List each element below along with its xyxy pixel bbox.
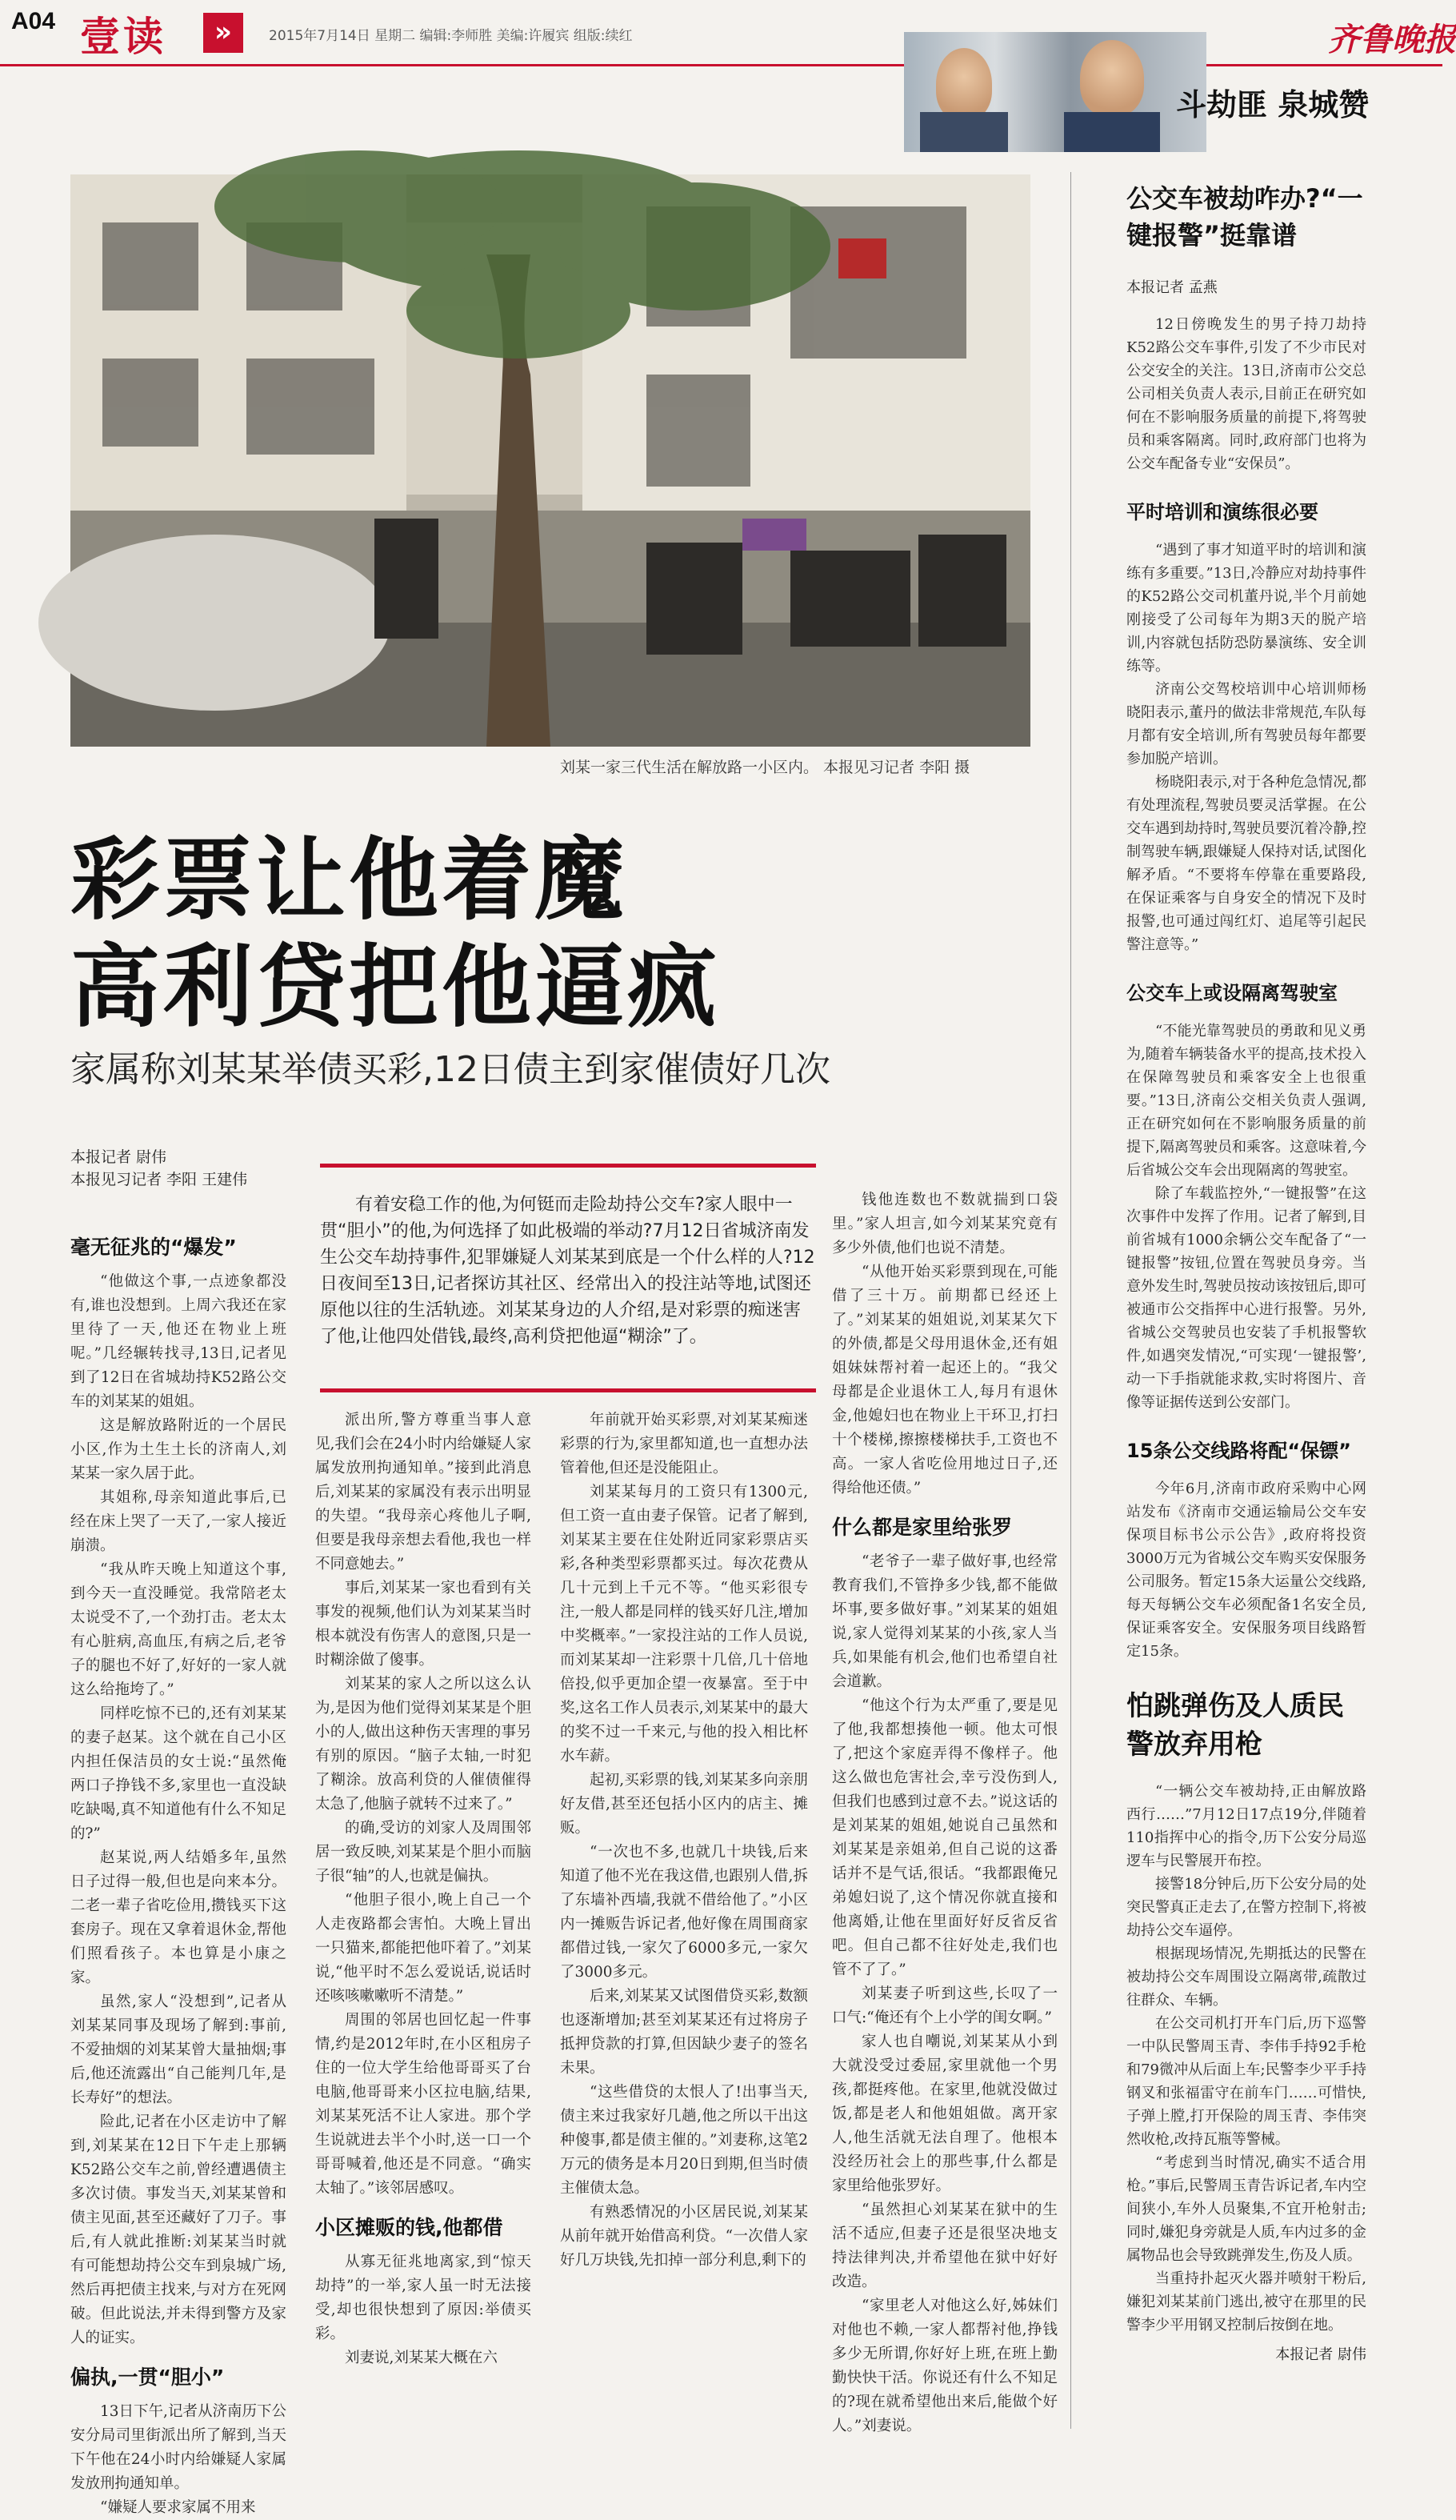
paragraph: 13日下午,记者从济南历下公安分局司里街派出所了解到,当天下午他在24小时内给嫌疑人家属发放刑拘通知单。	[70, 2403, 286, 2492]
headline-line-1: 彩票让他着魔	[70, 828, 627, 932]
paragraph: 虽然,家人“没想到”,记者从刘某某同事及现场了解到:事前,不爱抽烟的刘某某曾大量抽烟;事后,他还流露出“自己能判几年,是长寿好”的想法。	[70, 1993, 286, 2106]
paragraph: 杨晓阳表示,对于各种危急情况,都有处理流程,驾驶员要灵活掌握。在公交车遇到劫持时,驾驶员要沉着冷静,控制驾驶车辆,跟嫌疑人保持对话,试图化解矛盾。“不要将车停靠在重要路段,在保证乘客与自身安全的情况下及时报警,也可通过闯红灯、追尾等引起民警注意等。”	[1126, 774, 1366, 953]
paragraph: 起初,买彩票的钱,刘某某多向亲朋好友借,甚至还包括小区内的店主、摊贩。	[560, 1772, 808, 1837]
paragraph: “一辆公交车被劫持,正由解放路西行……”7月12日17点19分,伴随着110指挥中心的指令,历下公安分局巡逻车与民警展开布控。	[1126, 1783, 1366, 1869]
paragraph: 刘某某每月的工资只有1300元,但工资一直由妻子保管。记者了解到,刘某某主要在住处附近同家彩票店买彩,各种类型彩票都买过。每次花费从几十元到上千元不等。“他买彩很专注,一般人都是同样的钱买好几注,增加中奖概率。”一家投注站的工作人员说,而刘某某却一注彩票十几倍,几十倍地倍投,似乎更加企望一夜暴富。至于中奖,这名工作人员表示,刘某某中的最大的奖不过一千来元,与他的投入相比杯水车薪。	[560, 1484, 808, 1765]
photo-caption: 刘某一家三代生活在解放路一小区内。 本报见习记者 李阳 摄	[560, 759, 970, 776]
paragraph: “一次也不多,也就几十块钱,后来知道了他不光在我这借,也跟别人借,拆了东墙补西墙,我就不借给他了。”小区内一摊贩告诉记者,他好像在周围商家都借过钱,一家欠了6000多元,一家欠了3000多元。	[560, 1844, 808, 1981]
paragraph: 从寡无征兆地离家,到“惊天劫持”的一举,家人虽一时无法接受,却也很快想到了原因:举债买彩。	[315, 2254, 531, 2342]
paragraph: 赵某说,两人结婚多年,虽然日子过得一般,但也是向来本分。二老一辈子省吃俭用,攒钱买下这套房子。现在又拿着退休金,帮他们照看孩子。本也算是小康之家。	[70, 1849, 286, 1986]
article-column-4	[832, 1188, 1058, 2434]
paragraph: 同样吃惊不已的,还有刘某某的妻子赵某。这个就在自己小区内担任保洁员的女士说:“虽然俺两口子挣钱不多,家里也一直没缺吃缺喝,真不知道他有什么不知足的?”	[70, 1705, 286, 1842]
paragraph: 当重持扑起灭火器并喷射干粉后,嫌犯刘某某前门逃出,被守在那里的民警李少平用钢叉控制后按倒在地。	[1126, 2270, 1366, 2334]
paragraph: 刘某某的家人之所以这么认为,是因为他们觉得刘某某是个胆小的人,做出这种伤天害理的事另有别的原因。“脑子太轴,一时犯了糊涂。放高利贷的人催债催得太急了,他脑子就转不过来了。”	[315, 1676, 531, 1813]
article-column-3	[560, 1408, 808, 2421]
paragraph: “他做这个事,一点迹象都没有,谁也没想到。上周六我还在家里待了一天,他还在物业上班呢。”几经辗转找寻,13日,记者见到了12日在省城劫持K52路公交车的刘某某的姐姐。	[70, 1273, 286, 1410]
headline-line-2: 高利贷把他逼疯	[70, 935, 720, 1040]
main-photo	[70, 174, 1030, 747]
section-heading: 平时培训和演练很必要	[1126, 501, 1318, 523]
paragraph: 12日傍晚发生的男子持刀劫持K52路公交车事件,引发了不少市民对公交安全的关注。13日,济南市公交总公司相关负责人表示,目前正在研究如何在不影响服务质量的前提下,将驾驶员和乘客隔离。同时,政府部门也将为公交车配备专业“安保员”。	[1126, 316, 1366, 472]
banner-title: 斗劫匪 泉城赞	[1176, 87, 1370, 122]
paragraph: “我从昨天晚上知道这个事,到今天一直没睡觉。我常陪老太太说受不了,一个劲打击。老太太有心脏病,高血压,有病之后,老爷子的腿也不好了,好好的一家人就这么给拖垮了。”	[70, 1561, 286, 1698]
paragraph: 事后,刘某某一家也看到有关事发的视频,他们认为刘某某当时根本就没有伤害人的意图,只是一时糊涂做了傻事。	[315, 1580, 531, 1669]
header-rule	[0, 64, 1442, 66]
byline-reporter: 本报记者 尉伟	[70, 1148, 167, 1166]
paragraph: “从他开始买彩票到现在,可能借了三十万。前期都已经还上了。”刘某某的姐姐说,刘某某欠下的外债,都是父母用退休金,还有姐姐妹妹帮衬着一起还上的。“我父母都是企业退休工人,每月有退休金,他媳妇也在物业上干环卫,打扫十个楼梯,擦擦楼梯扶手,工资也不高。一家人省吃俭用地过日子,还得给他还债。”	[832, 1264, 1058, 1496]
page-number: A04	[11, 8, 56, 34]
section-heading: 15条公交线路将配“保镖”	[1126, 1440, 1351, 1462]
paragraph: “他胆子很小,晚上自己一个人走夜路都会害怕。大晚上冒出一只猫来,都能把他吓着了。”刘某说,“他平时不怎么爱说话,说话时还咳咳嗽嗽听不清楚。”	[315, 1892, 531, 2005]
side-footer-byline: 本报记者 尉伟	[1275, 2346, 1366, 2363]
paragraph: 钱他连数也不数就揣到口袋里。”家人坦言,如今刘某某究竟有多少外债,他们也说不清楚。	[832, 1192, 1058, 1256]
paragraph: “遇到了事才知道平时的培训和演练有多重要。”13日,冷静应对劫持事件的K52路公交司机董丹说,半个月前她刚接受了公司每年为期3天的脱产培训,内容就包括防恐防暴演练、安全训练等。	[1126, 542, 1366, 675]
edition-meta: 2015年7月14日 星期二 编辑:李师胜 美编:许履宾 组版:续红	[269, 28, 633, 44]
section-heading: 什么都是家里给张罗	[832, 1516, 1013, 1539]
section-heading: 偏执,一贯“胆小”	[70, 2366, 225, 2389]
paragraph: “家里老人对他这么好,姊妹们对他也不赖,一家人都帮衬他,挣钱多少无所谓,你好好上班,在班上勤勤快快干活。你说还有什么不知足的?现在就希望他出来后,能做个好人。”刘妻说。	[832, 2298, 1058, 2434]
paragraph: 的确,受访的刘家人及周围邻居一致反映,刘某某是个胆小而脑子很“轴”的人,也就是偏执。	[315, 1820, 531, 1885]
paragraph: “嫌疑人要求家属不用来	[100, 2499, 256, 2516]
driver-portrait	[936, 48, 992, 120]
section-heading: 毫无征兆的“爆发”	[70, 1236, 237, 1259]
driver-uniform	[920, 112, 1008, 152]
officer-uniform	[1064, 112, 1160, 152]
paragraph: 在公交司机打开车门后,历下巡警一中队民警周玉青、李伟手持92手枪和79微冲从后面上车;民警李少平手持钢叉和张福雷守在前车门……可惜快,子弹上膛,打开保险的周玉青、李伟突然收枪,改持瓦瓶等警械。	[1126, 2015, 1366, 2148]
section-title: 壹读	[80, 14, 166, 60]
paragraph: “考虑到当时情况,确实不适合用枪。”事后,民警周玉青告诉记者,车内空间狭小,车外人员聚集,不宜开枪射击;同时,嫌犯身旁就是人质,车内过多的金属物品也会导致跳弹发生,伤及人质。	[1126, 2154, 1366, 2264]
paragraph: “他这个行为太严重了,要是见了他,我都想揍他一顿。他太可恨了,把这个家庭弄得不像样子。他这么做也危害社会,幸亏没伤到人,但我们也感到过意不去。”说这话的是刘某某的姐姐,她说自己虽然和刘某某是亲姐弟,但自己说的这番话并不是气话,很话。“我都跟俺兄弟媳妇说了,这个情况你就直接和他离婚,让他在里面好好反省反省吧。但自己都不往好处走,我们也管不了了。”	[832, 1697, 1058, 1978]
article-column-2	[315, 1408, 531, 2421]
paragraph: 其姐称,母亲知道此事后,已经在床上哭了一天了,一家人接近崩溃。	[70, 1489, 286, 1554]
paragraph: 根据现场情况,先期抵达的民警在被劫持公交车周围设立隔离带,疏散过往群众、车辆。	[1126, 1945, 1366, 2009]
paragraph: 险此,记者在小区走访中了解到,刘某某在12日下午走上那辆K52路公交车之前,曾经遭遇债主多次讨债。事发当天,刘某某曾和债主见面,甚至还藏好了刀子。事后,有人就此推断:刘某某当时就有可能想劫持公交车到泉城广场,然后再把债主找来,与对方在死网破。但此说法,并未得到警方及家人的证实。	[70, 2113, 286, 2346]
paragraph: 周围的邻居也回忆起一件事情,约是2012年时,在小区租房子住的一位大学生给他哥哥买了台电脑,他哥哥来小区拉电脑,结果,刘某某死活不让人家进。那个学生说就进去半个小时,送一口一个哥哥喊着,他还是不同意。“确实太轴了。”该邻居感叹。	[315, 2012, 531, 2197]
officer-portrait	[1080, 40, 1144, 116]
paragraph: 后来,刘某某又试图借贷买彩,数额也逐渐增加;甚至刘某某还有过将房子抵押贷款的打算,但因缺少妻子的签名未果。	[560, 1988, 808, 2077]
side-article	[1126, 180, 1366, 2421]
paragraph: 济南公交驾校培训中心培训师杨晓阳表示,董丹的做法非常规范,车队每月都有安全培训,所有驾驶员每年都要参加脱产培训。	[1126, 681, 1366, 767]
section-arrow-icon: »	[203, 13, 243, 53]
paragraph: “这些借贷的太恨人了!出事当天,债主来过我家好几趟,他之所以干出这种傻事,都是债主催的。”刘妻称,这笔2万元的债务是本月20日到期,但当时债主催债太急。	[560, 2084, 808, 2197]
lead-rule	[320, 1388, 816, 1392]
header-photo	[904, 32, 1206, 152]
lead-text: 有着安稳工作的他,为何铤而走险劫持公交车?家人眼中一贯“胆小”的他,为何选择了如此极端的举动?7月12日省城济南发生公交车劫持事件,犯罪嫌疑人刘某某到底是一个什么样的人?12日夜间至13日,记者探访其社区、经常出入的投注站等地,试图还原他以往的生活轨迹。刘某某身边的人介绍,是对彩票的痴迷害了他,让他四处借钱,最终,高利贷把他逼“糊涂”了。	[320, 1195, 815, 1347]
side-title: 公交车被劫咋办?“一键报警”挺靠谱	[1126, 183, 1363, 250]
paragraph: 有熟悉情况的小区居民说,刘某某从前年就开始借高利贷。“一次借人家好几万块钱,先扣掉一部分利息,剩下的	[560, 2204, 808, 2269]
newspaper-logo: 齐鲁晚报	[1328, 21, 1456, 58]
paragraph: 刘某妻子听到这些,长叹了一口气:“俺还有个上小学的闺女啊。”	[832, 1985, 1058, 2026]
section-heading: 公交车上或设隔离驾驶室	[1126, 982, 1338, 1004]
paragraph: “老爷子一辈子做好事,也经常教育我们,不管挣多少钱,都不能做坏事,要多做好事。”刘某某的姐姐说,家人觉得刘某某的小孩,家人当兵,如果能有机会,他们也希望自社会道歉。	[832, 1553, 1058, 1690]
paragraph: 刘妻说,刘某某大概在六	[345, 2350, 498, 2366]
paragraph: 除了车载监控外,“一键报警”在这次事件中发挥了作用。记者了解到,目前省城有1000余辆公交车配备了“一键报警”按钮,位置在驾驶员身旁。当意外发生时,驾驶员按动该按钮后,即可被通市公交指挥中心进行报警。另外,省城公交驾驶员也安装了手机报警软件,如遇突发情况,“可实现‘一键报警’,动一下手指就能求救,实时将图片、音像等证据传送到公安部门。	[1126, 1185, 1366, 1411]
paragraph: “不能光靠驾驶员的勇敢和见义勇为,随着车辆装备水平的提高,技术投入在保障驾驶员和乘客安全上也很重要。”13日,济南公交相关负责人强调,正在研究如何在不影响服务质量的前提下,隔离驾驶员和乘客。这意味着,今后省城公交车会出现隔离的驾驶室。	[1126, 1023, 1366, 1179]
side-feature-title: 怕跳弹伤及人质民警放弃用枪	[1126, 1690, 1344, 1761]
side-byline: 本报记者 孟燕	[1126, 279, 1218, 296]
paragraph: “虽然担心刘某某在狱中的生活不适应,但妻子还是很坚决地支持法律判决,并希望他在狱中好好改造。	[832, 2201, 1058, 2290]
lead-paragraph	[320, 1164, 816, 1350]
paragraph: 年前就开始买彩票,对刘某某痴迷彩票的行为,家里都知道,也一直想办法管着他,但还是没能阻止。	[560, 1412, 808, 1476]
subheadline: 家属称刘某某举债买彩,12日债主到家催债好几次	[70, 1049, 830, 1090]
column-divider	[1070, 172, 1071, 2429]
article-column-1	[70, 1220, 286, 2516]
paragraph: 这是解放路附近的一个居民小区,作为土生土长的济南人,刘某某一家久居于此。	[70, 1417, 286, 1482]
byline-trainee: 本报见习记者 李阳 王建伟	[70, 1171, 248, 1188]
paragraph: 接警18分钟后,历下公安分局的处突民警真正走去了,在警方控制下,将被劫持公交车逼停。	[1126, 1876, 1366, 1939]
residential-scene-illustration	[70, 174, 1030, 747]
paragraph: 家人也自嘲说,刘某某从小到大就没受过委屈,家里就他一个男孩,都挺疼他。在家里,他就没做过饭,都是老人和他姐姐做。离开家人,他生活就无法自理了。他根本没经历社会上的那些事,什么都是家里给他张罗好。	[832, 2033, 1058, 2194]
paragraph: 今年6月,济南市政府采购中心网站发布《济南市交通运输局公交车安保项目标书公示公告》,政府将投资3000万元为省城公交车购买安保服务公司服务。暂定15条大运量公交线路,每天每辆公交车必须配备1名安全员,保证乘客安全。安保服务项目线路暂定15条。	[1126, 1480, 1366, 1660]
paragraph: 派出所,警方尊重当事人意见,我们会在24小时内给嫌疑人家属发放刑拘通知单。”接到此消息后,刘某某的家属没有表示出明显的失望。“我母亲心疼他儿子啊,但要是我母亲想去看他,我也一样不同意她去。”	[315, 1412, 531, 1572]
section-heading: 小区摊贩的钱,他都借	[315, 2216, 503, 2239]
article-byline	[70, 1146, 247, 1191]
